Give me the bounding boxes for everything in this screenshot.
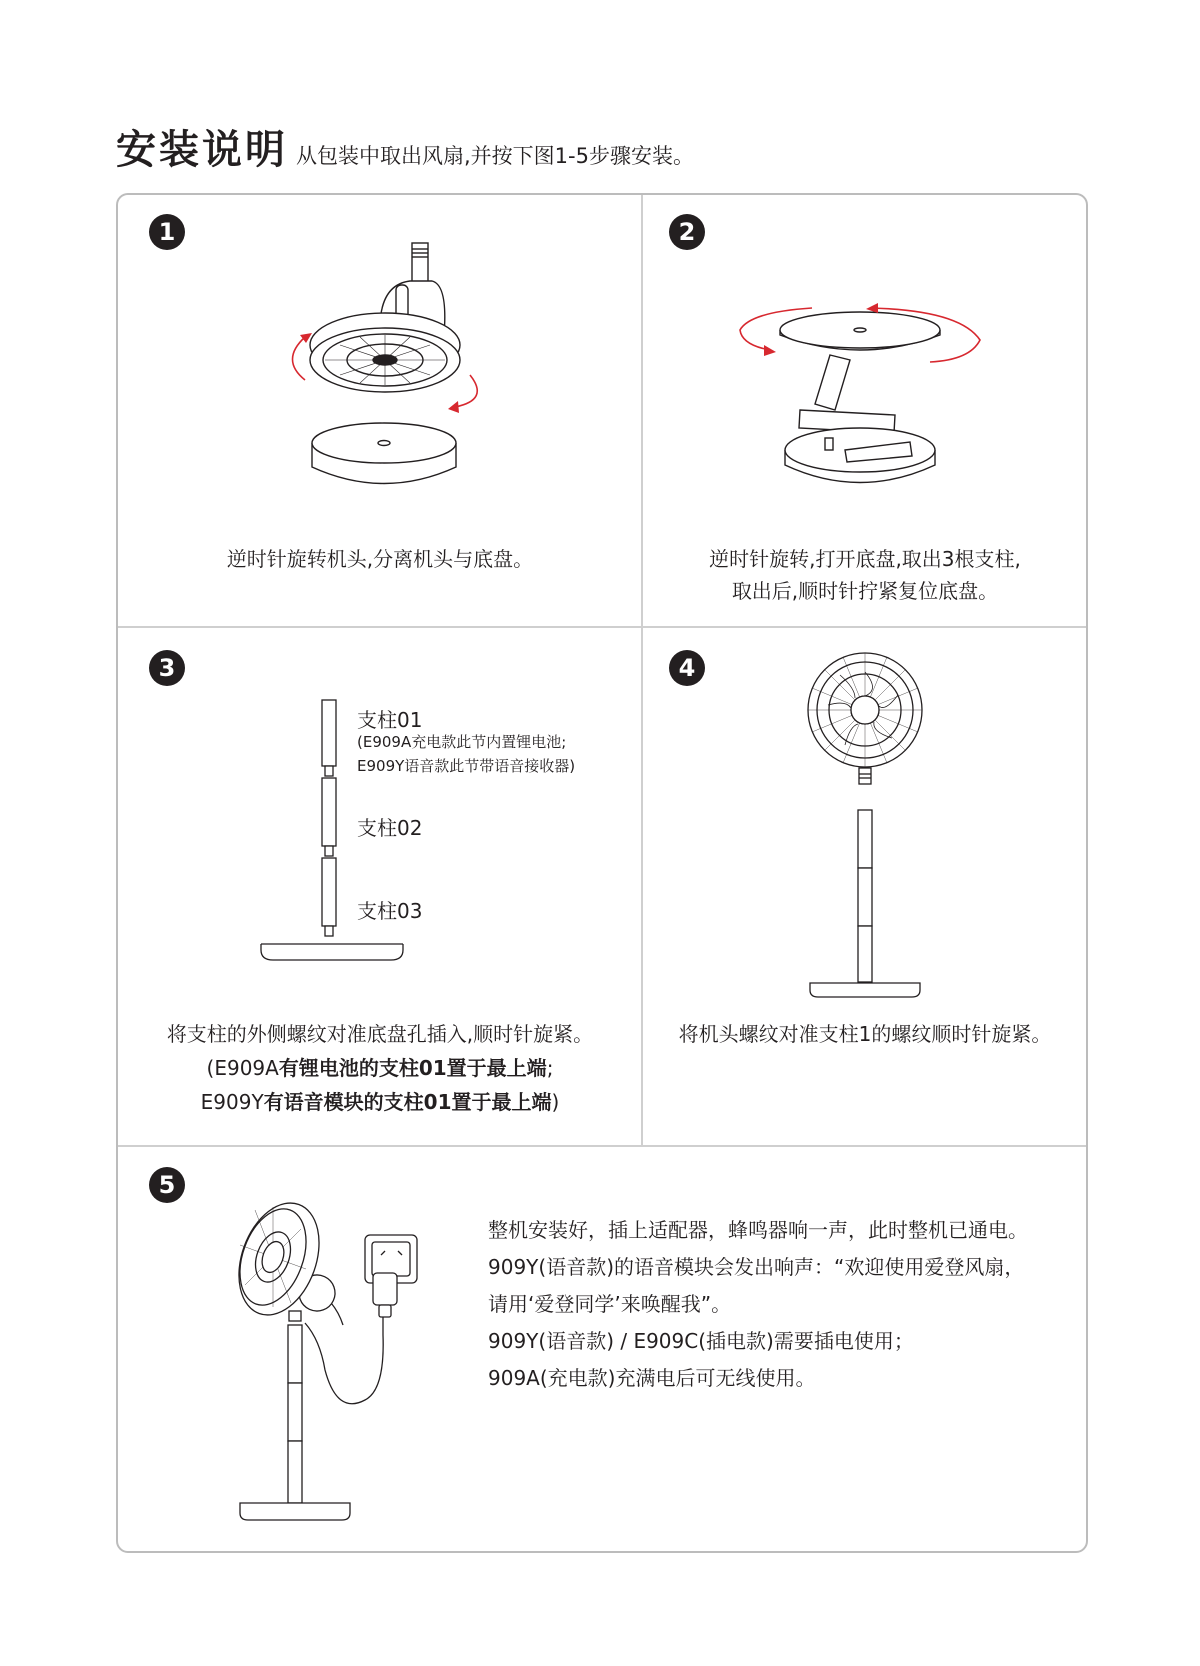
step-5-notes	[488, 1212, 1028, 1397]
step-3-number: 3	[149, 650, 185, 686]
step-1-illustration	[260, 225, 520, 515]
step-3-line-3-suffix: )	[551, 1090, 560, 1114]
page-subtitle: 从包装中取出风扇,并按下图1-5步骤安装。	[296, 144, 694, 168]
post-01-note-line-2: E909Y语音款此节带语音接收器)	[357, 757, 576, 775]
step-3-caption-line-1: 将支柱的外侧螺纹对准底盘孔插入,顺时针旋紧。	[166, 1022, 594, 1046]
step-3-caption-line-3	[130, 1086, 630, 1118]
step-5-note-line-4: 909Y(语音款) / E909C(插电款)需要插电使用；	[488, 1329, 914, 1353]
step-4-illustration	[800, 650, 930, 1002]
step-5-note-line-3: 请用‘爱登同学’来唤醒我”。	[488, 1292, 732, 1316]
step-2-caption-line-2: 取出后,顺时针拧紧复位底盘。	[731, 579, 999, 603]
step-4-caption: 将机头螺纹对准支柱1的螺纹顺时针旋紧。	[678, 1022, 1052, 1046]
step-5-note-line-5: 909A(充电款)充满电后可无线使用。	[488, 1366, 816, 1390]
post-03-label: 支柱03	[357, 899, 423, 923]
step-3-caption-line-2	[130, 1052, 630, 1084]
step-5-illustration	[225, 1175, 465, 1527]
post-02-label: 支柱02	[357, 816, 423, 840]
step-3-line-3-bold: 有语音模块的支柱01置于最上端	[263, 1090, 552, 1114]
step-2-caption-line-1: 逆时针旋转,打开底盘,取出3根支柱,	[709, 547, 1021, 571]
step-5-number: 5	[149, 1167, 185, 1203]
page-title: 安装说明	[116, 127, 288, 173]
divider-row-1	[118, 626, 1086, 628]
divider-row-2	[118, 1145, 1086, 1147]
post-01-note-line-1: (E909A充电款此节内置锂电池;	[357, 733, 567, 751]
step-5-note-line-1: 整机安装好，插上适配器，蜂鸣器响一声，此时整机已通电。	[488, 1218, 1028, 1242]
step-3-line-3-prefix: E909Y	[200, 1090, 264, 1114]
step-3-line-2-suffix: ;	[546, 1056, 554, 1080]
step-1-caption: 逆时针旋转机头,分离机头与底盘。	[226, 547, 534, 571]
step-2-number: 2	[669, 214, 705, 250]
step-2-illustration	[730, 300, 1000, 510]
step-3-line-2-bold: 有锂电池的支柱01置于最上端	[278, 1056, 547, 1080]
step-1-number: 1	[149, 214, 185, 250]
page-heading	[116, 118, 694, 175]
post-01-label: 支柱01	[357, 708, 423, 732]
step-3-line-2-prefix: (E909A	[206, 1056, 279, 1080]
divider-vertical	[641, 195, 643, 1146]
step-5-note-line-2: 909Y(语音款)的语音模块会发出响声：“欢迎使用爱登风扇，	[488, 1255, 1025, 1279]
step-4-number: 4	[669, 650, 705, 686]
